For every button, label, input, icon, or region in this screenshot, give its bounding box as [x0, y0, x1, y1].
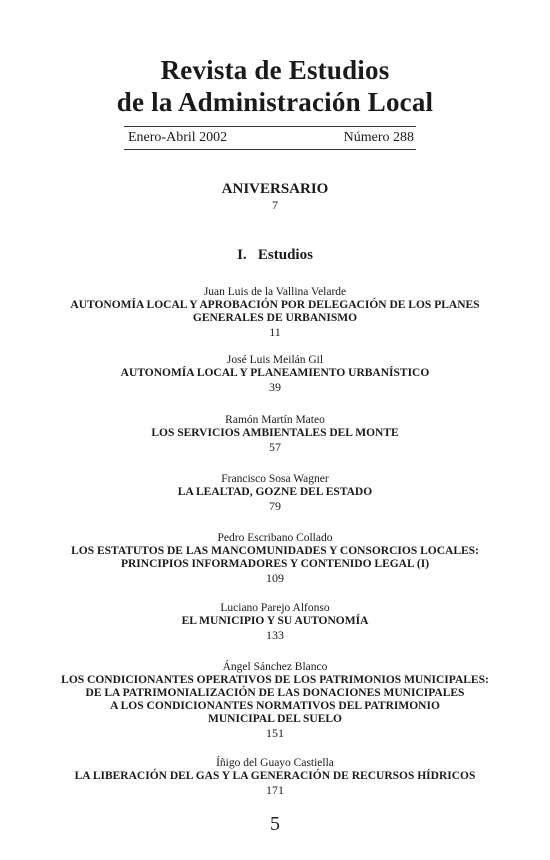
- section-heading: [0, 246, 550, 264]
- toc-entry: [0, 413, 550, 454]
- header-rule-top: [124, 126, 416, 127]
- article-author: Ramón Martín Mateo: [225, 414, 325, 426]
- anniversary-entry: [0, 180, 550, 212]
- article-title-line: AUTONOMÍA LOCAL Y APROBACIÓN POR DELEGACIÓN DE LOS PLANES: [70, 299, 480, 311]
- article-page: 133: [266, 628, 284, 642]
- toc-entry: [0, 601, 550, 642]
- article-title-line: AUTONOMÍA LOCAL Y PLANEAMIENTO URBANÍSTICO: [120, 367, 430, 379]
- article-title: [0, 545, 550, 571]
- article-title-line: LOS SERVICIOS AMBIENTALES DEL MONTE: [151, 427, 399, 439]
- article-title-line: A LOS CONDICIONANTES NORMATIVOS DEL PATRIMONIO: [110, 700, 440, 712]
- article-author: Luciano Parejo Alfonso: [220, 602, 330, 614]
- article-title-line: LA LEALTAD, GOZNE DEL ESTADO: [177, 486, 373, 498]
- article-author: Juan Luis de la Vallina Velarde: [203, 286, 347, 298]
- article-title: [0, 427, 550, 440]
- article-title: [0, 486, 550, 499]
- article-title: [0, 367, 550, 380]
- article-page: 109: [266, 571, 284, 585]
- article-title: [0, 299, 550, 325]
- article-title: [0, 615, 550, 628]
- anniversary-title: ANIVERSARIO: [221, 181, 329, 197]
- article-title: [0, 674, 550, 726]
- article-author: Pedro Escribano Collado: [217, 532, 333, 544]
- journal-title-line-2: de la Administración Local: [116, 87, 434, 117]
- toc-entry: [0, 660, 550, 740]
- article-title-line: LOS CONDICIONANTES OPERATIVOS DE LOS PATRIMONIOS MUNICIPALES:: [61, 674, 489, 686]
- article-title-line: EL MUNICIPIO Y SU AUTONOMÍA: [181, 615, 369, 627]
- toc-entry: [0, 531, 550, 585]
- article-title-line: LOS ESTATUTOS DE LAS MANCOMUNIDADES Y CONSORCIOS LOCALES:: [71, 545, 479, 557]
- toc-entry: [0, 756, 550, 797]
- article-title-line: GENERALES DE URBANISMO: [192, 312, 358, 324]
- article-page: 151: [266, 726, 284, 740]
- article-title: [0, 770, 550, 783]
- article-title-line: MUNICIPAL DEL SUELO: [208, 713, 342, 725]
- toc-entry: [0, 472, 550, 513]
- toc-entry: [0, 353, 550, 394]
- article-author: Íñigo del Guayo Castiella: [216, 757, 334, 769]
- page-number: 5: [270, 813, 280, 835]
- toc-entry: [0, 285, 550, 339]
- journal-title-line-1: Revista de Estudios: [160, 55, 390, 85]
- header-rule-bottom: [124, 149, 416, 150]
- article-title-line: LA LIBERACIÓN DEL GAS Y LA GENERACIÓN DE RECURSOS HÍDRICOS: [74, 770, 476, 782]
- article-page: 11: [269, 325, 281, 339]
- article-title-line: PRINCIPIOS INFORMADORES Y CONTENIDO LEGAL (I): [120, 558, 430, 570]
- anniversary-page: 7: [272, 198, 278, 212]
- article-title-line: DE LA PATRIMONIALIZACIÓN DE LAS DONACIONES MUNICIPALES: [85, 687, 465, 699]
- section-title: I. Estudios: [237, 247, 313, 263]
- article-author: Ángel Sánchez Blanco: [222, 661, 328, 673]
- article-page: 79: [269, 499, 281, 513]
- article-author: Francisco Sosa Wagner: [221, 473, 329, 485]
- issue-number: Número 288: [343, 130, 414, 145]
- issue-date: Enero-Abril 2002: [128, 130, 228, 145]
- article-page: 171: [266, 783, 284, 797]
- article-page: 39: [269, 380, 281, 394]
- article-author: José Luis Meilán Gil: [226, 354, 324, 366]
- article-page: 57: [269, 440, 281, 454]
